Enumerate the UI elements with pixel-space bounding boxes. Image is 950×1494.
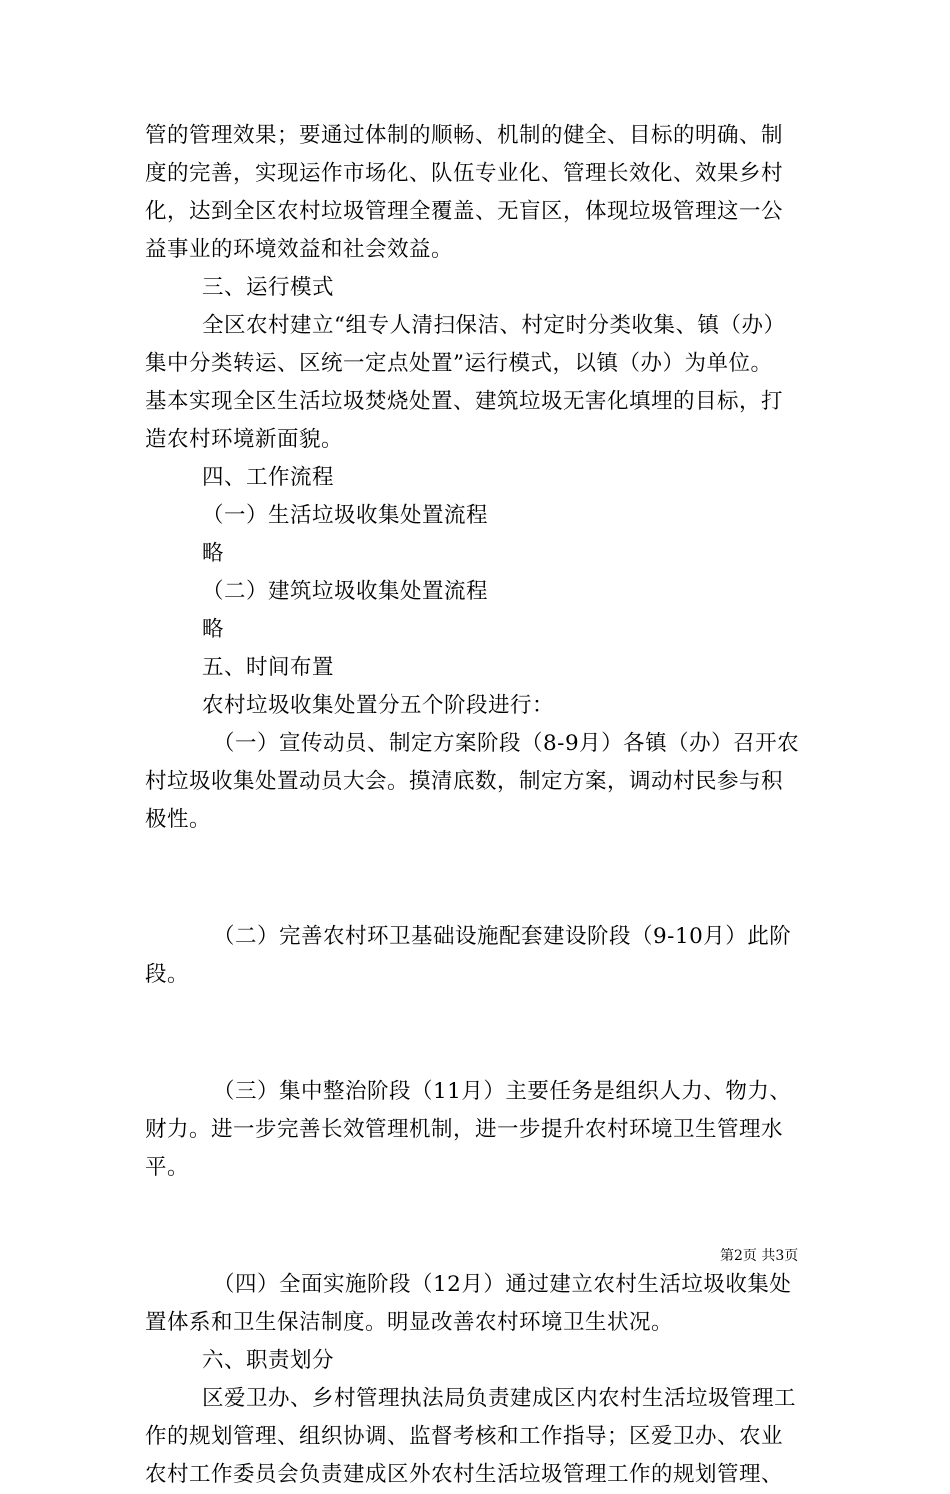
text-line: （二）建筑垃圾收集处置流程 [202,579,489,604]
page-number-footer: 第2页 共3页 [720,1248,799,1264]
paragraph-spacer [145,1016,815,1052]
text-line: （一）生活垃圾收集处置流程 [202,503,489,528]
text-line: 度的完善，实现运作市场化、队伍专业化、管理长效化、效果乡村 [145,161,784,186]
text-line: 管的管理效果；要通过体制的顺畅、机制的健全、目标的明确、制 [145,123,784,148]
text-line: 平。 [145,1155,190,1180]
text-line: 财力。进一步完善长效管理机制，进一步提升农村环境卫生管理水 [145,1117,784,1142]
text-line: 六、职责划分 [202,1348,335,1373]
paragraph-spacer [145,1209,815,1245]
text-line: 段。 [145,962,190,987]
text-line: 区爱卫办、乡村管理执法局负责建成区内农村生活垃圾管理工 [202,1386,797,1411]
text-line: 化，达到全区农村垃圾管理全覆盖、无盲区，体现垃圾管理这一公 [145,199,784,224]
text-line: 造农村环境新面貌。 [145,427,344,452]
text-line: 略 [202,617,225,642]
text-line: 极性。 [145,807,212,832]
text-line: 村垃圾收集处置动员大会。摸清底数，制定方案，调动村民参与积 [145,769,784,794]
text-line: （三）集中整治阶段（11月）主要任务是组织人力、物力、 [213,1079,792,1104]
text-line: 四、工作流程 [202,465,335,490]
text-line: 三、运行模式 [202,275,335,300]
text-line: （一）宣传动员、制定方案阶段（8-9月）各镇（办）召开农 [213,731,800,756]
paragraph-spacer [145,861,815,897]
text-line: 农村垃圾收集处置分五个阶段进行： [202,693,555,718]
text-line: 置体系和卫生保洁制度。明显改善农村环境卫生状况。 [145,1310,674,1335]
text-line: 基本实现全区生活垃圾焚烧处置、建筑垃圾无害化填埋的目标，打 [145,389,784,414]
text-line: 作的规划管理、组织协调、监督考核和工作指导；区爱卫办、农业 [145,1424,784,1449]
text-line: 全区农村建立“组专人清扫保洁、村定时分类收集、镇（办） [202,313,786,338]
text-line: 集中分类转运、区统一定点处置”运行模式，以镇（办）为单位。 [145,351,773,376]
text-line: 五、时间布置 [202,655,335,680]
text-line: （二）完善农村环卫基础设施配套建设阶段（9-10月）此阶 [213,924,792,949]
text-line: 农村工作委员会负责建成区外农村生活垃圾管理工作的规划管理、 [145,1462,784,1487]
text-line: 略 [202,541,225,566]
document-body [145,117,815,1494]
text-line: 益事业的环境效益和社会效益。 [145,237,454,262]
text-line: （四）全面实施阶段（12月）通过建立农村生活垃圾收集处 [213,1272,792,1297]
